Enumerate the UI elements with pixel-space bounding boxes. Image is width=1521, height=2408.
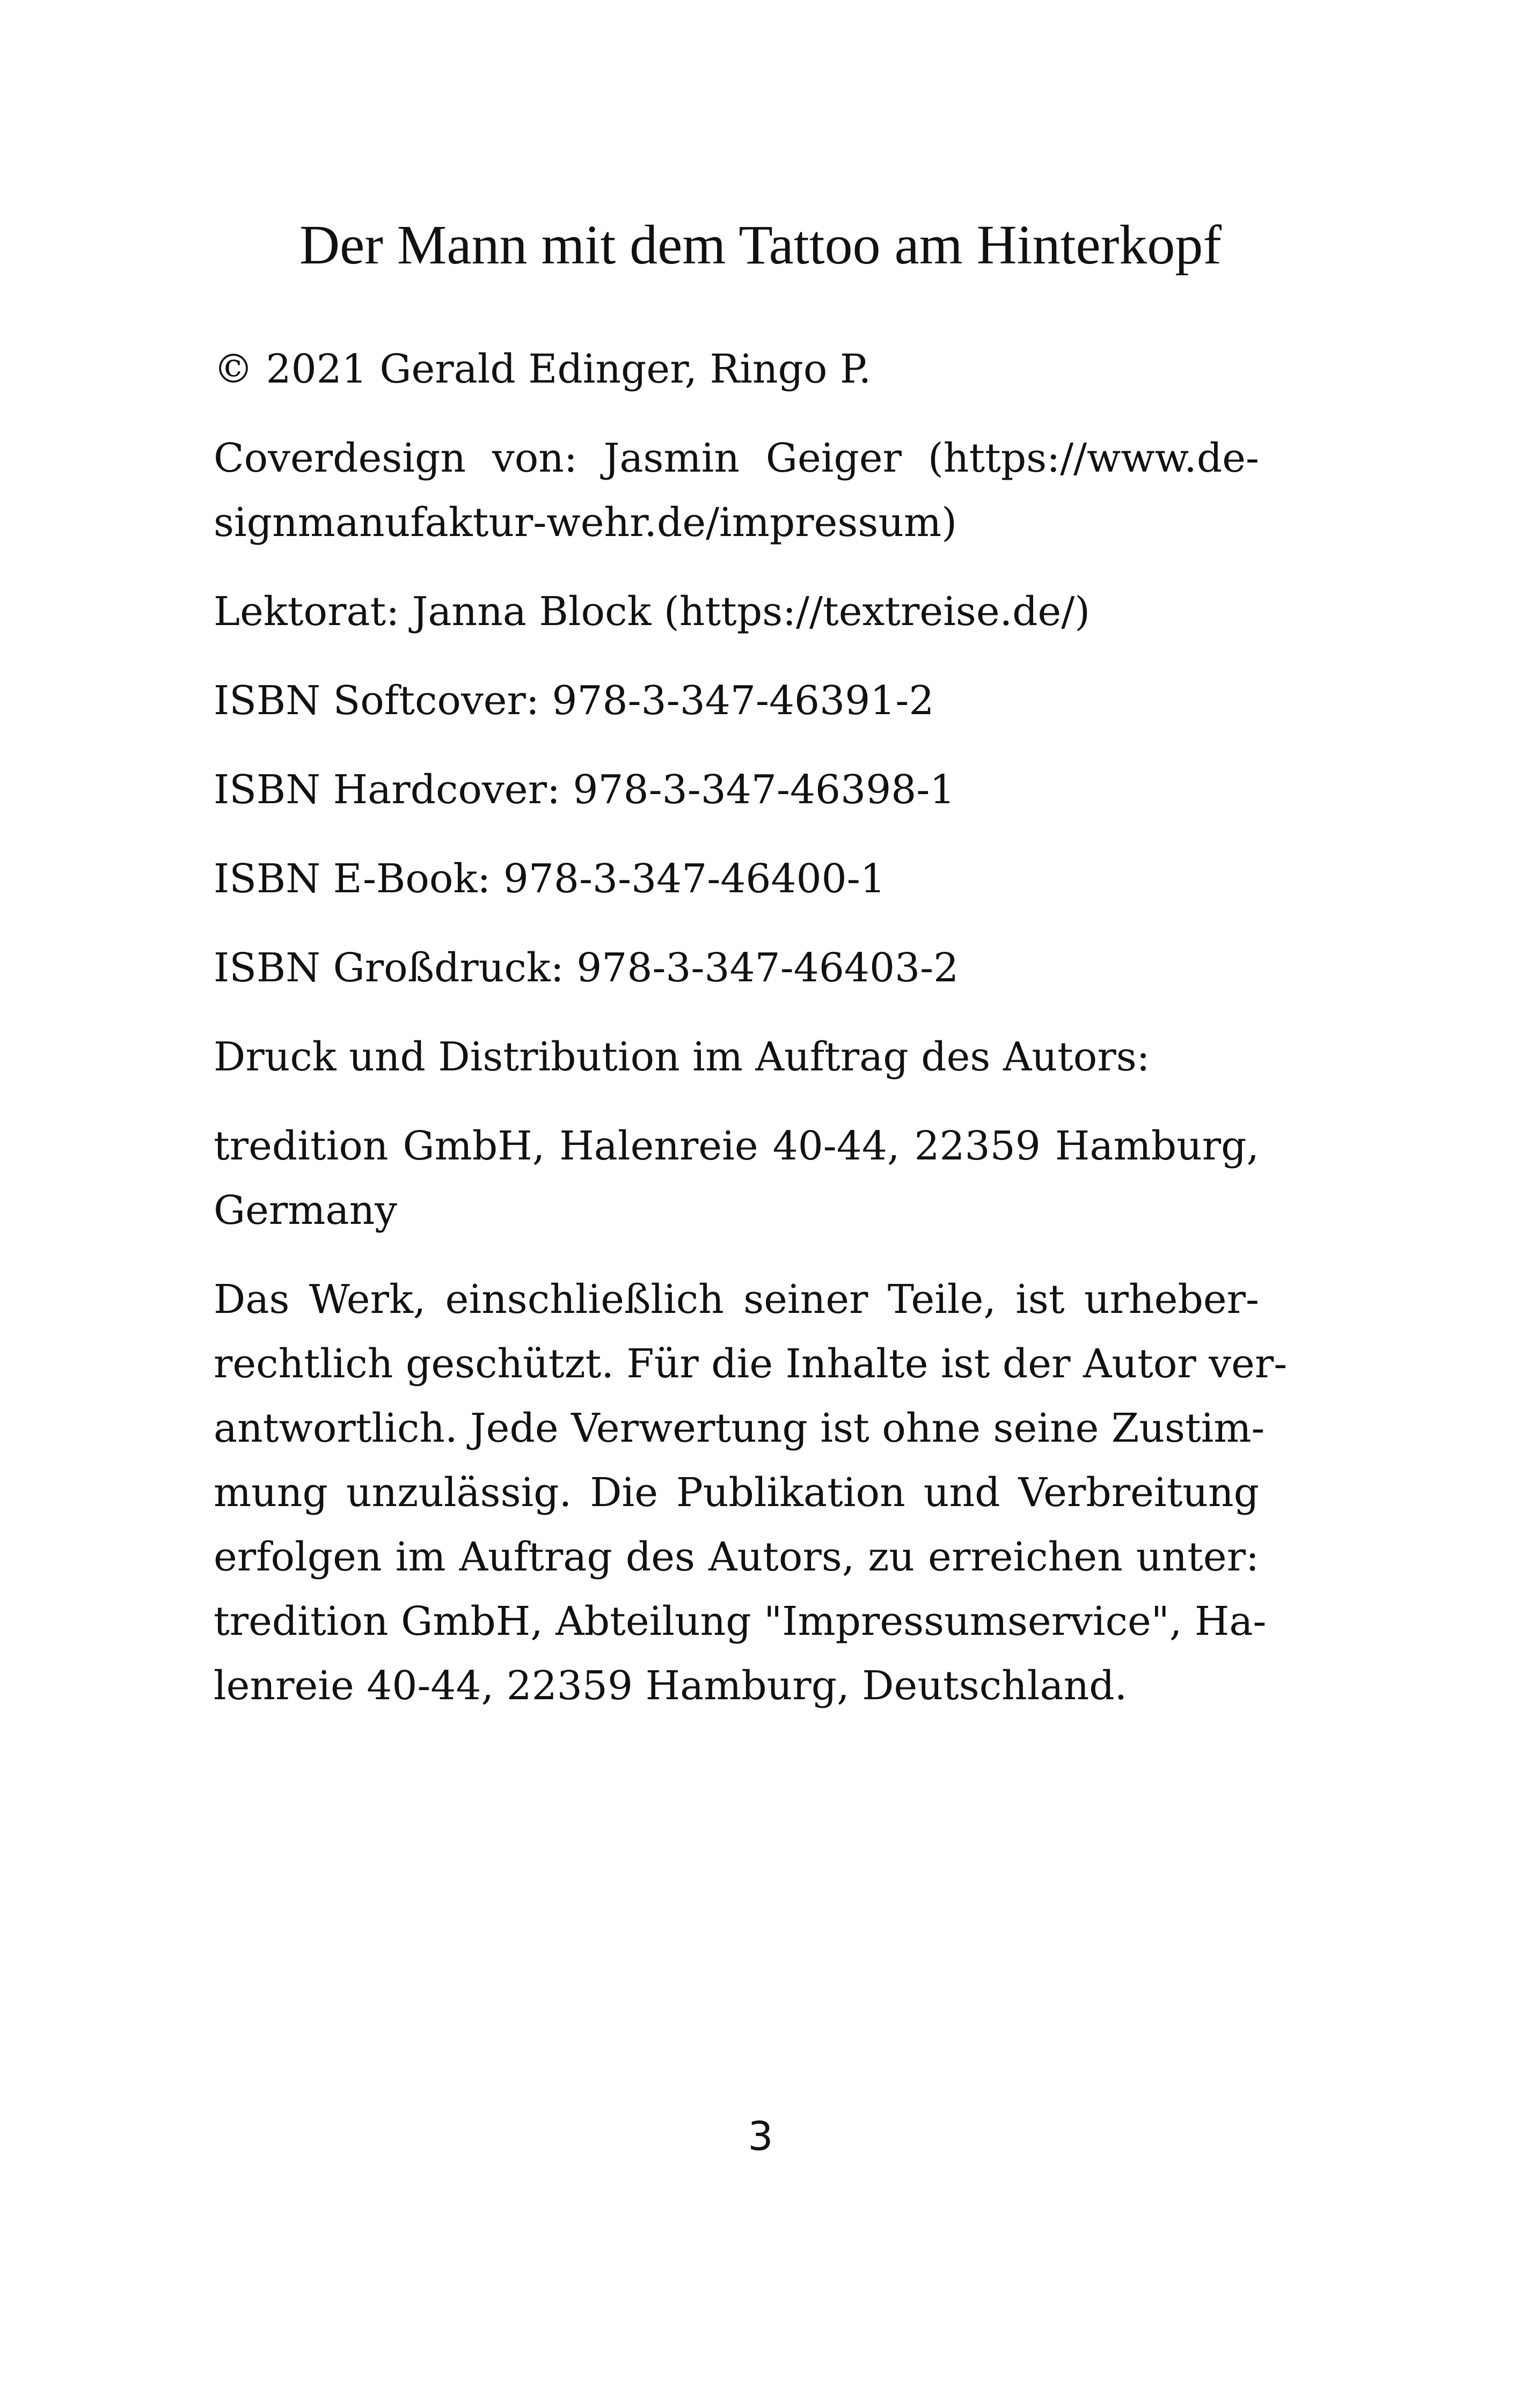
legal-line: mung unzulässig. Die Publikation und Verbreitung: [214, 1470, 1259, 1516]
legal-line: antwortlich. Jede Verwertung ist ohne seine Zustim-: [214, 1405, 1265, 1451]
legal-notice: [214, 1267, 1288, 1718]
isbn-ebook: ISBN E-Book: 978-3-347-46400-1: [214, 856, 886, 902]
publisher-line-2: Germany: [214, 1187, 398, 1234]
druck-distribution: Druck und Distribution im Auftrag des Autors:: [214, 1034, 1150, 1080]
publisher-address: [214, 1114, 1259, 1243]
legal-line: tredition GmbH, Abteilung "Impressumservice", Ha-: [214, 1598, 1267, 1645]
copyright-notice: © 2021 Gerald Edinger, Ringo P.: [214, 346, 872, 392]
legal-line: rechtlich geschützt. Für die Inhalte ist der Autor ver-: [214, 1341, 1288, 1387]
legal-line: erfolgen im Auftrag des Autors, zu erreichen unter:: [214, 1534, 1259, 1580]
page-number: 3: [748, 2113, 773, 2160]
legal-line: lenreie 40-44, 22359 Hamburg, Deutschland.: [214, 1663, 1128, 1709]
isbn-hardcover: ISBN Hardcover: 978-3-347-46398-1: [214, 767, 955, 813]
coverdesign-line-1: Coverdesign von: Jasmin Geiger (https://www.de-: [214, 435, 1259, 481]
coverdesign-credit: [214, 426, 1259, 555]
isbn-grossdruck: ISBN Großdruck: 978-3-347-46403-2: [214, 945, 959, 991]
lektorat-credit: Lektorat: Janna Block (https://textreise.de/): [214, 589, 1091, 635]
coverdesign-line-2: signmanufaktur-wehr.de/impressum): [214, 500, 957, 546]
isbn-softcover: ISBN Softcover: 978-3-347-46391-2: [214, 678, 934, 724]
book-title: Der Mann mit dem Tattoo am Hinterkopf: [299, 214, 1222, 276]
publisher-line-1: tredition GmbH, Halenreie 40-44, 22359 Hamburg,: [214, 1123, 1259, 1169]
legal-line: Das Werk, einschließlich seiner Teile, ist urheber-: [214, 1276, 1259, 1323]
imprint-block: [214, 337, 1288, 1743]
